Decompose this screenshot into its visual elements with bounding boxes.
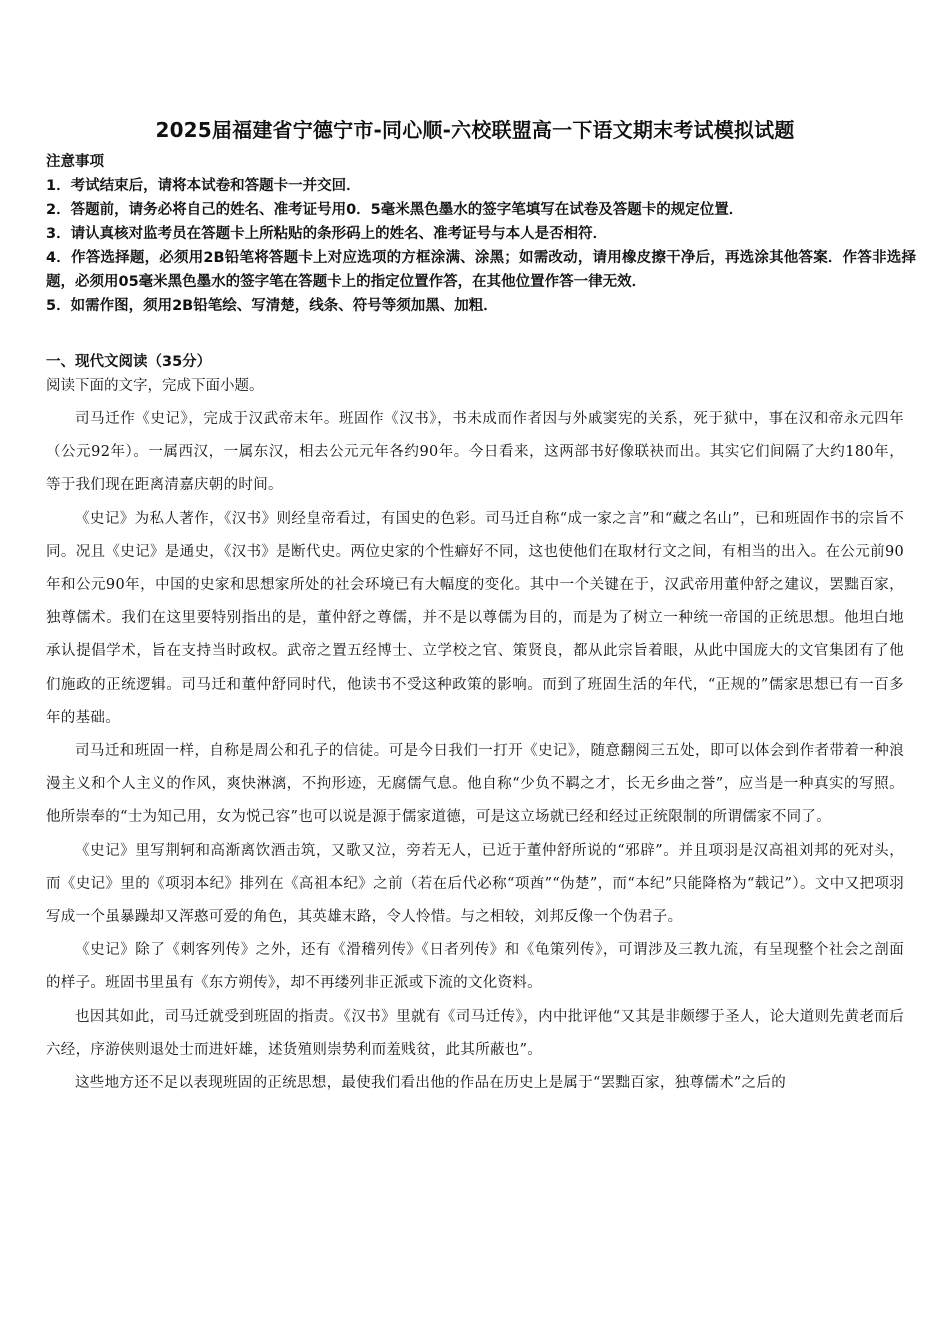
notice-item: 4．作答选择题，必须用2B铅笔将答题卡上对应选项的方框涂满、涂黑；如需改动，请用橡皮擦干净后，再选涂其他答案．作答非选择题，必须用05毫米黑色墨水的签字笔在答题卡上的指定位置作答，在其他位置作答一律无效． (46, 250, 916, 290)
notice-heading: 注意事项 (46, 154, 104, 170)
passage-paragraph: 这些地方还不足以表现班固的正统思想，最使我们看出他的作品在历史上是属于“罢黜百家，独尊儒术”之后的 (75, 1075, 787, 1092)
section-title: 一、现代文阅读（35分） (46, 354, 212, 370)
passage-paragraph: 司马迁作《史记》，完成于汉武帝末年。班固作《汉书》，书未成而作者因与外戚窦宪的关系，死于狱中，事在汉和帝永元四年（公元92年）。一属西汉，一属东汉，相去公元元年各约90年。今日看来，这两部书好像联袂而出。其实它们间隔了大约180年，等于我们现在距离清嘉庆朝的时间。 (46, 411, 904, 494)
passage-paragraph: 《史记》里写荆轲和高渐离饮酒击筑，又歌又泣，旁若无人，已近于董仲舒所说的“邪辟”。并且项羽是汉高祖刘邦的死对头，而《史记》里的《项羽本纪》排列在《高祖本纪》之前（若在后代必称“项酋”“伪楚”，而“本纪”只能降格为“载记”）。文中又把项羽写成一个虽暴躁却又浑憨可爱的角色，其英雄末路，令人怜惜。与之相较，刘邦反像一个伪君子。 (46, 842, 904, 926)
section-instruction: 阅读下面的文字，完成下面小题。 (46, 378, 264, 394)
passage-paragraph: 《史记》为私人著作，《汉书》则经皇帝看过，有国史的色彩。司马迁自称“成一家之言”和“藏之名山”，已和班固作书的宗旨不同。况且《史记》是通史，《汉书》是断代史。两位史家的个性癖好不同，这也使他们在取材行文之间，有相当的出入。在公元前90年和公元90年，中国的史家和思想家所处的社会环境已有大幅度的变化。其中一个关键在于，汉武帝用董仲舒之建议，罢黜百家，独尊儒术。我们在这里要特别指出的是，董仲舒之尊儒，并不是以尊儒为目的，而是为了树立一种统一帝国的正统思想。他坦白地承认提倡学术，旨在支持当时政权。武帝之置五经博士、立学校之官、策贤良，都从此宗旨着眼，从此中国庞大的文官集团有了他们施政的正统逻辑。司马迁和董仲舒同时代，他读书不受这种政策的影响。而到了班固生活的年代，“正规的”儒家思想已有一百多年的基础。 (46, 510, 904, 726)
document-title: 2025届福建省宁德宁市-同心顺-六校联盟高一下语文期末考试模拟试题 (155, 118, 795, 142)
notice-block (46, 150, 916, 318)
passage-paragraph: 也因其如此，司马迁就受到班固的指责。《汉书》里就有《司马迁传》，内中批评他“又其是非颇缪于圣人，论大道则先黄老而后六经，序游侠则退处士而进奸雄，述货殖则崇势利而羞贱贫，此其所蔽也”。 (46, 1008, 904, 1058)
section-header (46, 350, 916, 398)
reading-passage (46, 403, 904, 1100)
passage-paragraph: 《史记》除了《刺客列传》之外，还有《滑稽列传》《日者列传》和《龟策列传》，可谓涉及三教九流，有呈现整个社会之剖面的样子。班固书里虽有《东方朔传》，却不再缕列非正派或下流的文化资料。 (46, 942, 904, 992)
notice-item: 5．如需作图，须用2B铅笔绘、写清楚，线条、符号等须加黑、加粗． (46, 298, 498, 314)
notice-item: 1．考试结束后，请将本试卷和答题卡一并交回． (46, 178, 361, 194)
notice-item: 2．答题前，请务必将自己的姓名、准考证号用0．5毫米黑色墨水的签字笔填写在试卷及答题卡的规定位置． (46, 202, 744, 218)
notice-item: 3．请认真核对监考员在答题卡上所粘贴的条形码上的姓名、准考证号与本人是否相符． (46, 226, 608, 242)
passage-paragraph: 司马迁和班固一样，自称是周公和孔子的信徒。可是今日我们一打开《史记》，随意翻阅三五处，即可以体会到作者带着一种浪漫主义和个人主义的作风，爽快淋漓，不拘形迹，无腐儒气息。他自称“少负不羁之才，长无乡曲之誉”，应当是一种真实的写照。他所崇奉的“士为知己用，女为悦己容”也可以说是源于儒家道德，可是这立场就已经和经过正统限制的所谓儒家不同了。 (46, 743, 904, 826)
